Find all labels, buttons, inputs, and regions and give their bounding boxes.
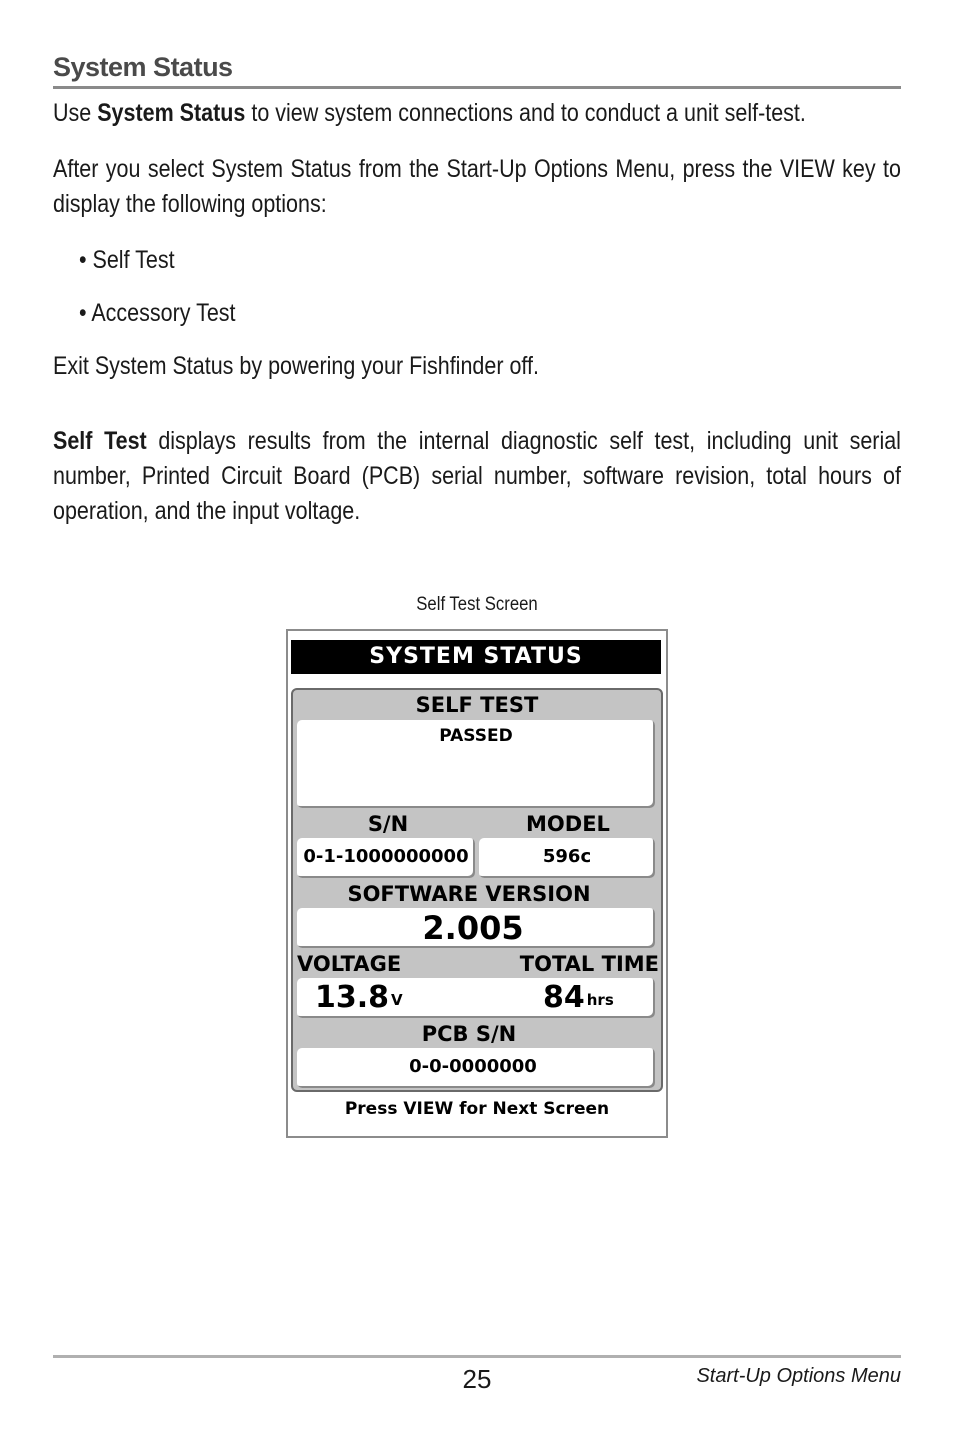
intro-bold: System Status xyxy=(97,99,246,127)
total-time-label: TOTAL TIME xyxy=(519,952,659,976)
self-test-paragraph xyxy=(53,424,901,529)
time-value: 84 xyxy=(543,980,585,1015)
software-version-label: SOFTWARE VERSION xyxy=(347,882,591,906)
voltage-unit: V xyxy=(391,991,403,1009)
result-value: PASSED xyxy=(439,726,513,746)
self-test-rest: displays results from the internal diagnostic self test, including unit serial number, Printed Circuit Board (PCB) serial number, software revision, total hours of operation, and the input voltage. xyxy=(53,427,901,525)
manual-page xyxy=(53,0,901,1431)
screen-footer-instruction: Press VIEW for Next Screen xyxy=(344,1099,610,1119)
self-test-bold: Self Test xyxy=(53,427,147,455)
footer-rule xyxy=(53,1355,901,1358)
voltage-label: VOLTAGE xyxy=(297,952,402,976)
model-value: 596c xyxy=(542,846,592,867)
model-label: MODEL xyxy=(526,812,610,836)
voltage-readout xyxy=(315,978,403,1018)
bullet-self-test: • Self Test xyxy=(79,246,175,274)
software-box xyxy=(297,908,655,948)
exit-paragraph xyxy=(53,349,901,384)
software-value: 2.005 xyxy=(422,909,524,947)
bullet-accessory-test: • Accessory Test xyxy=(79,299,236,327)
voltage-value: 13.8 xyxy=(315,980,390,1015)
section-name: Start-Up Options Menu xyxy=(696,1365,901,1387)
section-heading: System Status xyxy=(53,48,901,89)
intro-paragraph xyxy=(53,96,901,131)
page-number: 25 xyxy=(462,1364,492,1394)
pcb-sn-label: PCB S/N xyxy=(421,1022,517,1046)
instructions-paragraph xyxy=(53,152,901,222)
instructions-text: After you select System Status from the Start-Up Options Menu, press the VIEW key to display the following options: xyxy=(53,155,901,218)
exit-text: Exit System Status by powering your Fishfinder off. xyxy=(53,352,539,380)
time-unit: hrs xyxy=(586,991,614,1009)
status-panel xyxy=(291,688,663,1092)
sn-label: S/N xyxy=(367,812,409,836)
voltage-time-box xyxy=(297,978,655,1018)
result-box xyxy=(297,720,655,808)
model-box xyxy=(479,838,655,878)
pcb-box xyxy=(297,1048,655,1088)
intro-post: to view system connections and to conduct a unit self-test. xyxy=(245,99,806,127)
self-test-label: SELF TEST xyxy=(415,693,539,717)
self-test-screen xyxy=(286,629,668,1138)
screen-title: SYSTEM STATUS xyxy=(291,640,661,674)
sn-box xyxy=(297,838,475,878)
intro-pre: Use xyxy=(53,99,98,127)
figure-caption: Self Test Screen xyxy=(416,594,538,615)
pcb-value: 0-0-0000000 xyxy=(409,1056,537,1077)
sn-value: 0-1-1000000000 xyxy=(303,846,469,867)
time-readout xyxy=(543,978,614,1018)
